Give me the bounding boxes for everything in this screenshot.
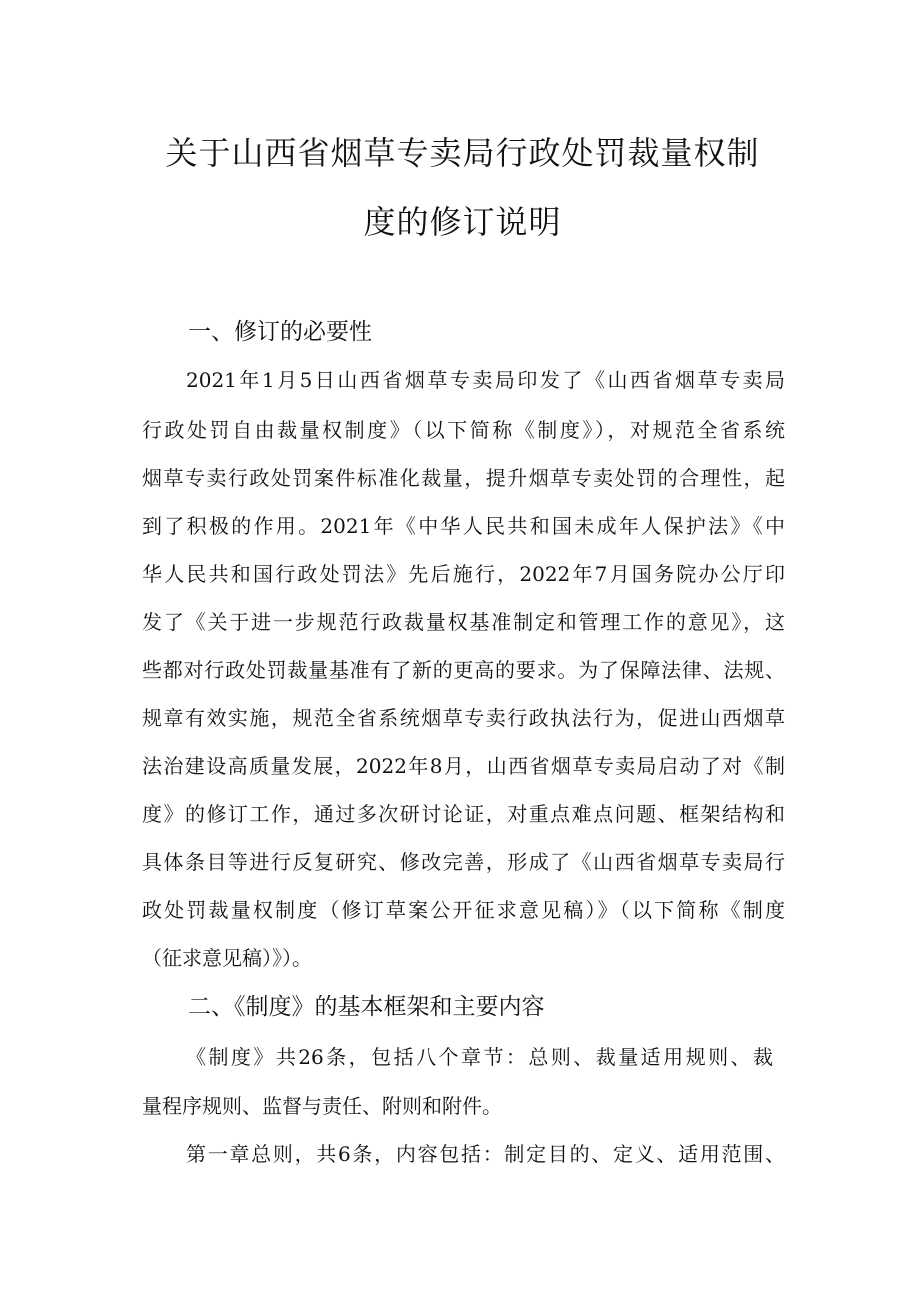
document-title-line-1: 关于山西省烟草专卖局行政处罚裁量权制 [165,134,760,172]
section-2-para-1-line: 量程序规则、监督与责任、附则和附件。 [142,1094,502,1118]
section-1-line: 2021年1月5日山西省烟草专卖局印发了《山西省烟草专卖局 [186,368,785,392]
section-1-line: 度》的修订工作，通过多次研讨论证，对重点难点问题、框架结构和 [142,802,785,826]
section-1-line: 发了《关于进一步规范行政裁量权基准制定和管理工作的意见》，这 [142,610,785,634]
section-1-line: 行政处罚自由裁量权制度》（以下简称《制度》），对规范全省系统 [142,418,785,442]
section-2-para-1-line: 《制度》共26条，包括八个章节：总则、裁量适用规则、裁 [186,1045,773,1069]
section-1-line: 些都对行政处罚裁量基准有了新的更高的要求。为了保障法律、法规、 [142,658,785,682]
section-1-line: 烟草专卖行政处罚案件标准化裁量，提升烟草专卖处罚的合理性，起 [142,466,785,490]
section-1-line: 法治建设高质量发展，2022年8月，山西省烟草专卖局启动了对《制 [142,754,785,778]
section-1-heading: 一、修订的必要性 [188,319,372,345]
section-1-line: 政处罚裁量权制度（修订草案公开征求意见稿）》（以下简称《制度 [142,898,785,922]
section-2-heading: 二、《制度》的基本框架和主要内容 [188,994,545,1020]
section-1-line: 规章有效实施，规范全省系统烟草专卖行政执法行为，促进山西烟草 [142,706,785,730]
section-1-line: （征求意见稿）》）。 [142,946,312,970]
section-1-line: 华人民共和国行政处罚法》先后施行，2022年7月国务院办公厅印 [142,562,785,586]
section-1-line: 具体条目等进行反复研究、修改完善，形成了《山西省烟草专卖局行 [142,850,785,874]
document-title-line-2: 度的修订说明 [363,203,562,241]
section-1-line: 到了积极的作用。2021年《中华人民共和国未成年人保护法》《中 [142,514,785,538]
section-2-para-2-line: 第一章总则，共6条，内容包括：制定目的、定义、适用范围、 [186,1142,785,1166]
